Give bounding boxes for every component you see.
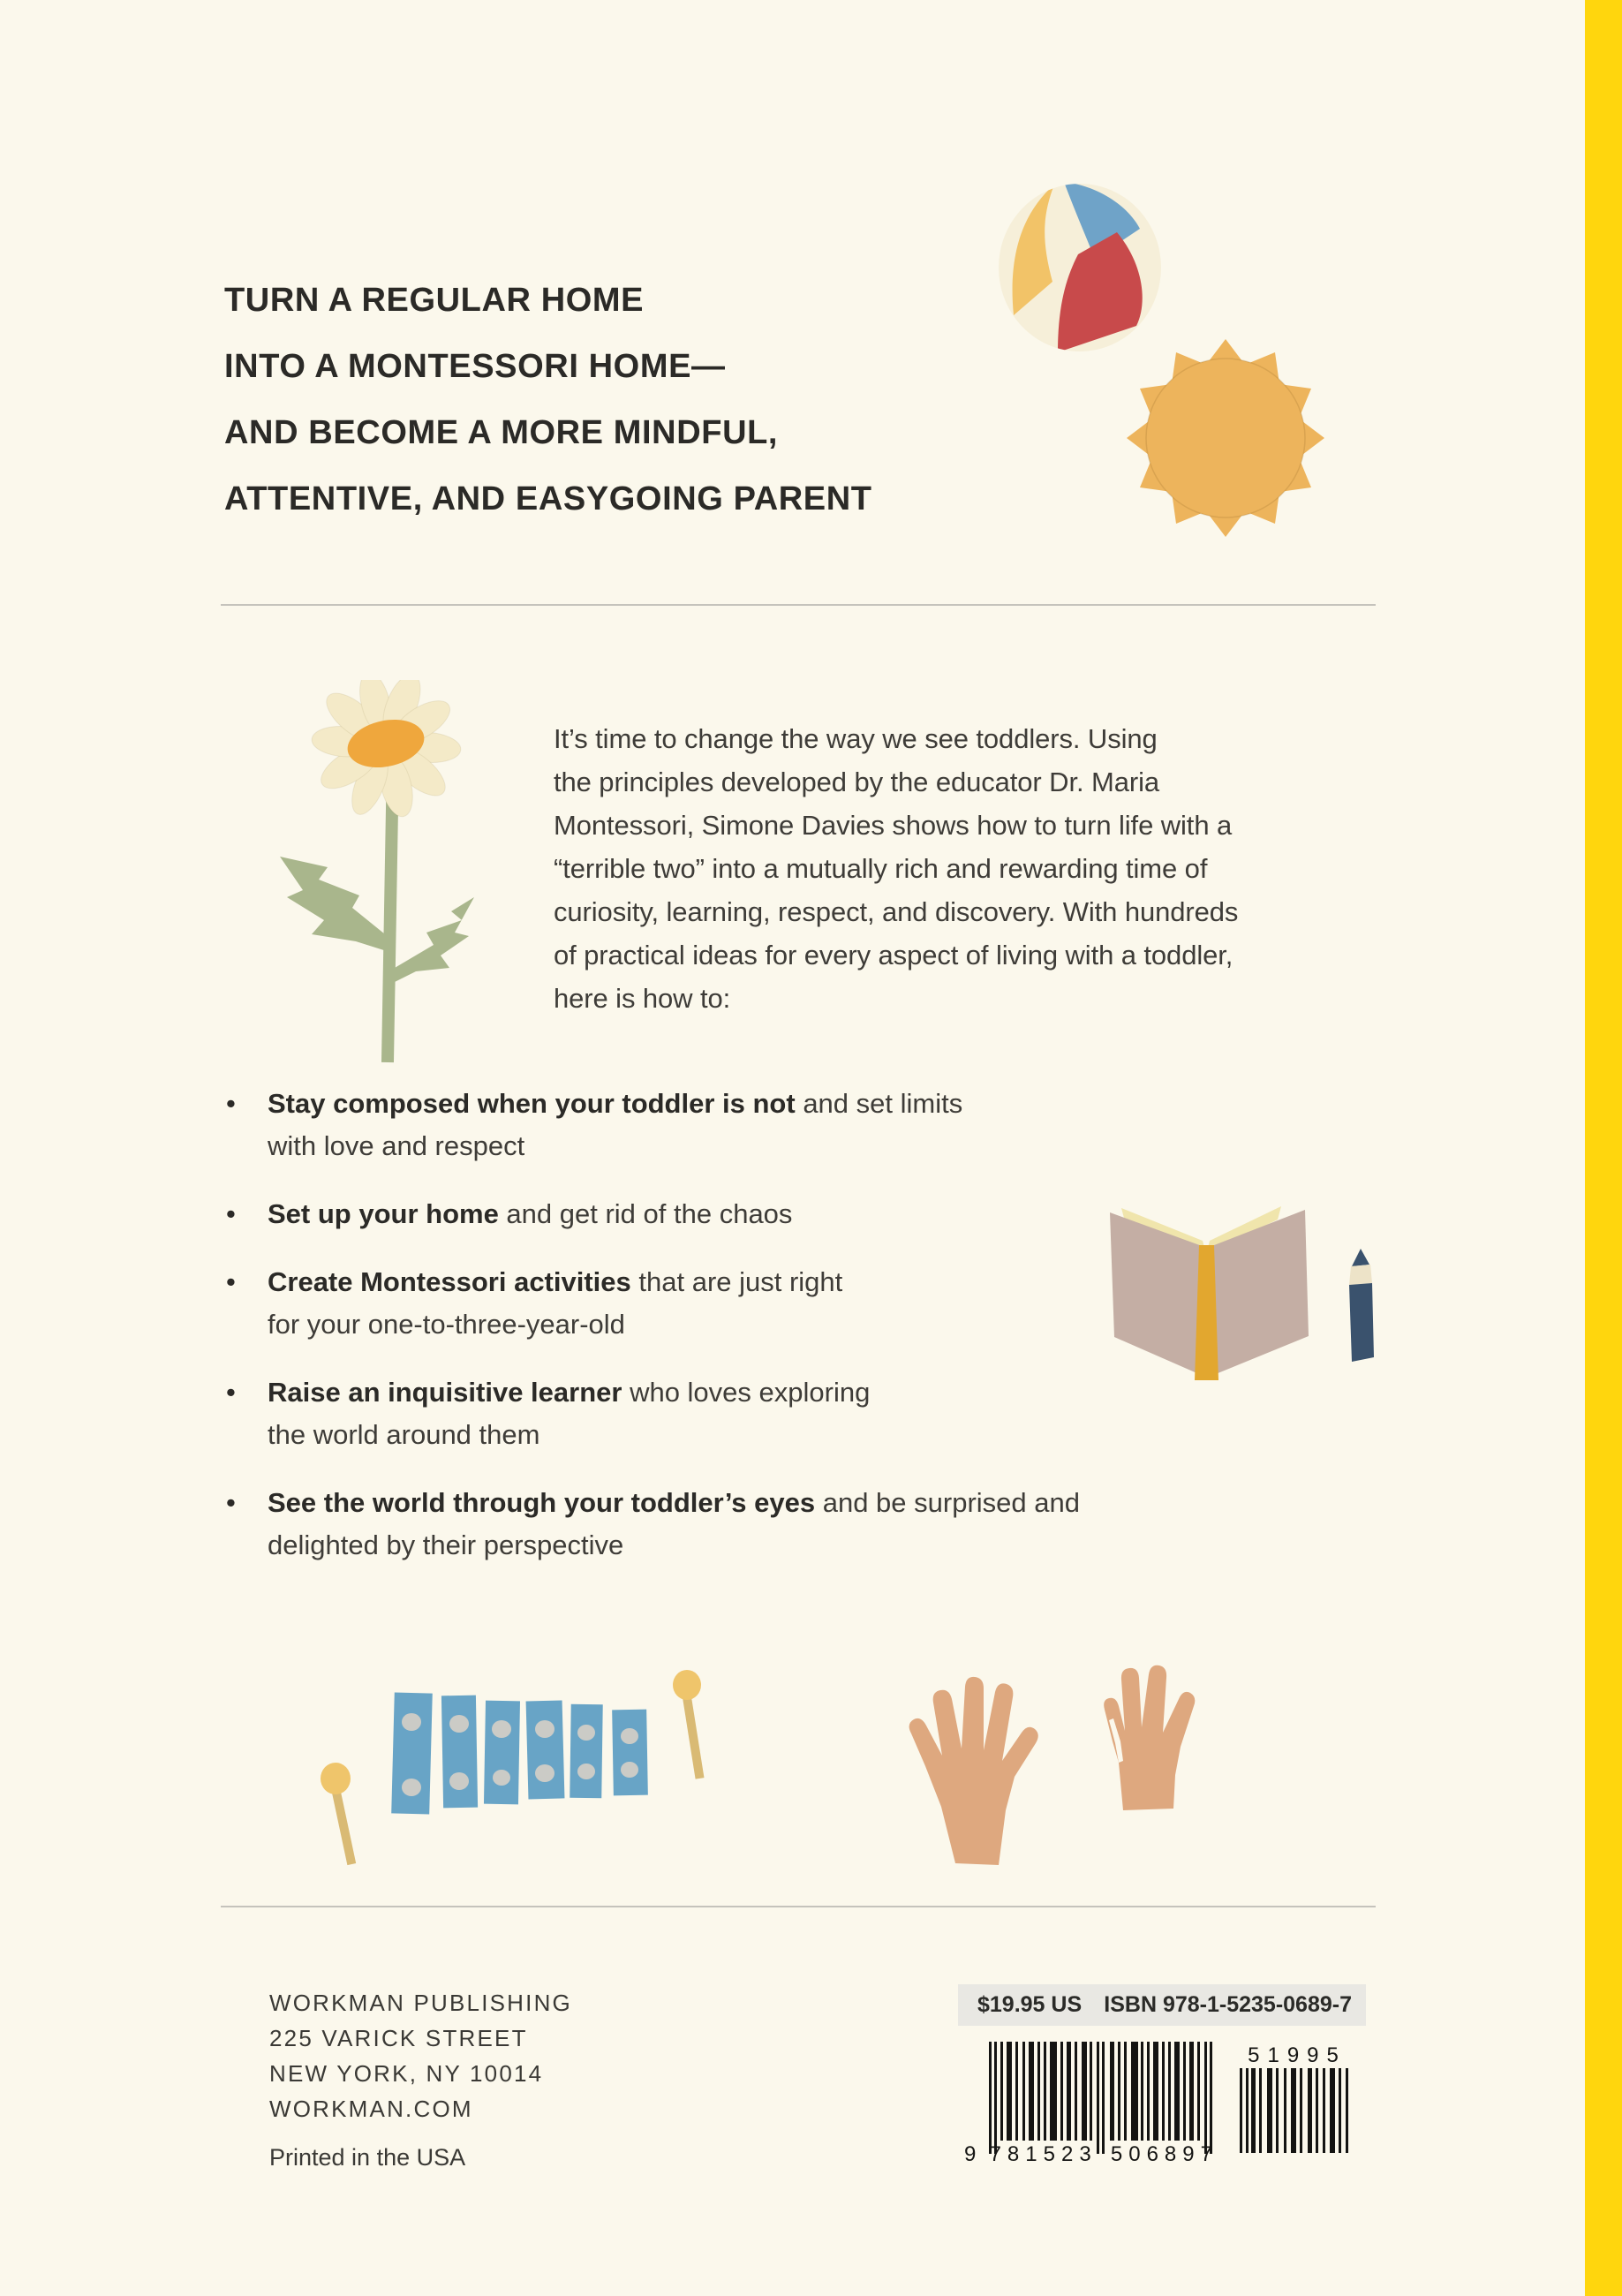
list-item: [226, 1193, 1080, 1235]
bullet-rest-text: and get rid of the chaos: [498, 1198, 793, 1229]
intro-line: It’s time to change the way we see toddlers. Using: [554, 723, 1158, 754]
headline-line: ATTENTIVE, AND EASYGOING PARENT: [224, 480, 872, 517]
list-item: [226, 1371, 1080, 1456]
intro-line: Montessori, Simone Davies shows how to turn life with a: [554, 810, 1233, 841]
pencil-icon: [1349, 1249, 1374, 1362]
isbn-label: ISBN 978-1-5235-0689-7: [1104, 1992, 1352, 2017]
publisher-line: WORKMAN.COM: [269, 2096, 473, 2122]
bullet-bold-text: Set up your home: [268, 1198, 499, 1229]
price-isbn-bar: [958, 1984, 1366, 2026]
addon-barcode: [1240, 2068, 1350, 2156]
publisher-info: [269, 1985, 572, 2126]
intro-line: curiosity, learning, respect, and discovery. With hundreds: [554, 896, 1239, 927]
bullet-dot: •: [226, 1088, 236, 1119]
intro-paragraph: [554, 717, 1238, 1020]
bullet-rest-text: who loves exploring: [622, 1377, 871, 1408]
divider: [221, 604, 1376, 606]
headline-line: INTO A MONTESSORI HOME—: [224, 348, 726, 385]
barcode-group2: 506897: [1110, 2142, 1218, 2166]
bullet-bold-text: See the world through your toddler’s eyes: [268, 1487, 816, 1518]
headline-line: AND BECOME A MORE MINDFUL,: [224, 414, 779, 451]
bullet-bold-text: Stay composed when your toddler is not: [268, 1088, 796, 1119]
list-item: [226, 1083, 1080, 1167]
bullet-line2: for your one-to-three-year-old: [268, 1309, 625, 1340]
mallet-icon: [673, 1670, 704, 1779]
barcode-group1: 781523: [989, 2142, 1098, 2166]
bullet-bold-text: Raise an inquisitive learner: [268, 1377, 622, 1408]
price-label: $19.95 US: [977, 1992, 1083, 2017]
publisher-line: WORKMAN PUBLISHING: [269, 1990, 572, 2016]
divider: [221, 1906, 1376, 1907]
headline: [224, 268, 872, 532]
intro-line: “terrible two” into a mutually rich and rewarding time of: [554, 853, 1208, 884]
spine-stripe: [1585, 0, 1622, 2296]
bullet-dot: •: [226, 1266, 236, 1297]
bullet-line2: the world around them: [268, 1419, 540, 1450]
intro-line: here is how to:: [554, 983, 731, 1014]
list-item: [226, 1261, 1080, 1346]
bullet-list: [226, 1083, 1080, 1592]
bullet-rest-text: and set limits: [795, 1088, 963, 1119]
bullet-dot: •: [226, 1198, 236, 1229]
intro-line: of practical ideas for every aspect of living with a toddler,: [554, 940, 1233, 971]
headline-line: TURN A REGULAR HOME: [224, 282, 645, 319]
daisy-flower-icon: [260, 680, 481, 1069]
bullet-rest-text: that are just right: [630, 1266, 843, 1297]
mallet-icon: [321, 1763, 356, 1865]
addon-barcode-digits: 51995: [1248, 2043, 1347, 2067]
barcode-digits: [964, 2142, 1218, 2167]
barcode-left-digit: 9: [964, 2142, 977, 2166]
bullet-rest-text: and be surprised and: [815, 1487, 1080, 1518]
bullet-bold-text: Create Montessori activities: [268, 1266, 631, 1297]
bullet-dot: •: [226, 1487, 236, 1518]
bullet-dot: •: [226, 1377, 236, 1408]
open-book-icon: [1099, 1197, 1391, 1387]
printed-note: Printed in the USA: [269, 2144, 466, 2171]
bullet-line2: delighted by their perspective: [268, 1529, 624, 1560]
sun-icon: [1123, 329, 1328, 548]
list-item: [226, 1482, 1080, 1567]
publisher-line: NEW YORK, NY 10014: [269, 2060, 544, 2087]
intro-line: the principles developed by the educator Dr. Maria: [554, 767, 1160, 797]
bullet-line2: with love and respect: [268, 1130, 525, 1161]
publisher-line: 225 VARICK STREET: [269, 2025, 528, 2051]
hands-icon: [901, 1650, 1249, 1870]
xylophone-icon: [309, 1660, 724, 1872]
